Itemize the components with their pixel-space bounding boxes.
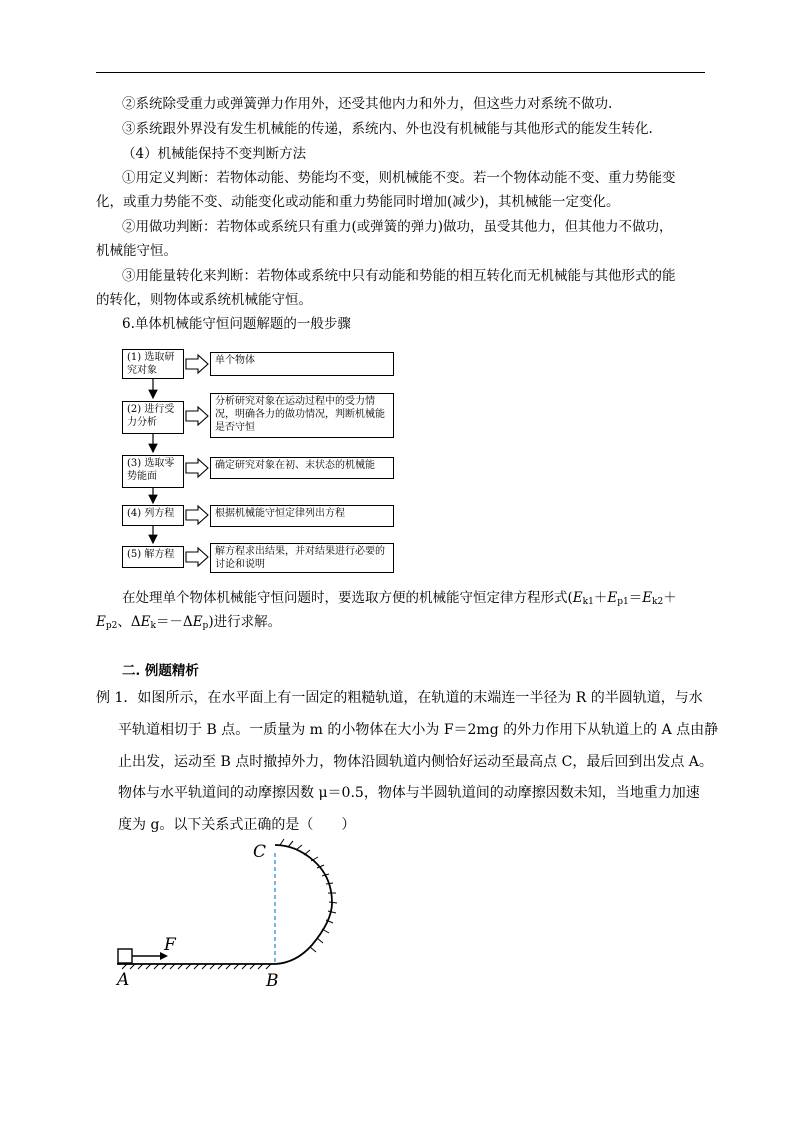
energy-symbol: E: [572, 590, 583, 606]
subscript: p: [202, 621, 209, 631]
operator: ＝－Δ: [155, 614, 193, 630]
semicircle-track: [275, 845, 332, 964]
block: [118, 949, 132, 963]
header-rule: [96, 72, 705, 73]
formula-outro: )进行求解。: [208, 614, 282, 630]
flow-step-3: (3) 选取零势能面: [122, 455, 184, 488]
label-F: F: [164, 935, 176, 955]
energy-symbol: E: [140, 614, 151, 630]
subscript: k: [150, 621, 156, 631]
operator: ＋: [663, 590, 677, 606]
label-A: A: [117, 970, 130, 990]
operator: ＝: [628, 590, 643, 606]
example-line: 例 1．如图所示，在水平面上有一固定的粗糙轨道，在轨道的末端连一半径为 R 的半圆轨道，与水: [96, 690, 703, 706]
example-line: 度为 g。以下关系式正确的是（ ）: [118, 817, 356, 833]
example-line: 止出发，运动至 B 点时撤掉外力，物体沿圆轨道内侧恰好运动至最高点 C，最后回到出发点 A。: [118, 754, 713, 770]
text-line: 的转化，则物体或系统机械能守恒。: [96, 292, 312, 308]
operator: ＋: [593, 590, 608, 606]
text-line: ②用做功判断：若物体或系统只有重力(或弹簧的弹力)做功，虽受其他力，但其他力不做功，: [122, 219, 673, 235]
text-line: ③系统跟外界没有发生机械能的传递，系统内、外也没有机械能与其他形式的能发生转化.: [122, 121, 653, 137]
text-line: ②系统除受重力或弹簧弹力作用外，还受其他内力和外力，但这些力对系统不做功.: [122, 96, 613, 112]
subheading: （4）机械能保持不变判断方法: [122, 146, 307, 162]
label-B: B: [266, 971, 279, 991]
example-line: 物体与水平轨道间的动摩擦因数 μ＝0.5，物体与半圆轨道间的动摩擦因数未知，当地重力加速: [118, 785, 700, 801]
energy-symbol: E: [607, 590, 618, 606]
text-line: 机械能守恒。: [96, 243, 177, 259]
subscript: p1: [617, 597, 629, 607]
flow-result-4: 根据机械能守恒定律列出方程: [210, 505, 394, 527]
section-title: 二. 例题精析: [122, 663, 199, 679]
flow-result-1: 单个物体: [210, 352, 394, 376]
flow-result-5: 解方程求出结果，并对结果进行必要的讨论和说明: [210, 543, 394, 573]
formula-paragraph: [122, 588, 677, 612]
energy-symbol: E: [192, 614, 203, 630]
subscript: p2: [105, 621, 118, 631]
text-line: ③用能量转化来判断：若物体或系统中只有动能和势能的相互转化而无机械能与其他形式的能: [122, 268, 676, 284]
flow-result-3: 确定研究对象在初、末状态的机械能: [210, 457, 394, 479]
example-line: 平轨道相切于 B 点。一质量为 m 的小物体在大小为 F＝2mg 的外力作用下从轨道上的 A 点由静: [118, 722, 719, 738]
label-C: C: [253, 842, 267, 862]
track-diagram: [100, 835, 400, 1010]
subscript: k1: [582, 597, 594, 607]
flow-step-2: (2) 进行受力分析: [122, 401, 184, 434]
subscript: k2: [652, 597, 664, 607]
formula-paragraph-cont: [96, 612, 281, 636]
flow-step-5: (5) 解方程: [122, 546, 184, 568]
energy-symbol: E: [96, 614, 106, 630]
text-line: 化，或重力势能不变、动能变化或动能和重力势能同时增加(减少)，其机械能一定变化。: [96, 194, 620, 210]
flow-step-4: (4) 列方程: [122, 505, 184, 526]
text-line: ①用定义判断：若物体动能、势能均不变，则机械能不变。若一个物体动能不变、重力势能变: [122, 170, 676, 186]
subheading: 6.单体机械能守恒问题解题的一般步骤: [122, 316, 351, 332]
energy-symbol: E: [642, 590, 653, 606]
operator: 、Δ: [117, 614, 141, 630]
formula-intro: 在处理单个物体机械能守恒问题时，要选取方便的机械能守恒定律方程形式(: [122, 590, 573, 606]
flow-result-2: 分析研究对象在运动过程中的受力情况，明确各力的做功情况，判断机械能是否守恒: [210, 393, 394, 438]
flow-step-1: (1) 选取研究对象: [122, 349, 184, 379]
